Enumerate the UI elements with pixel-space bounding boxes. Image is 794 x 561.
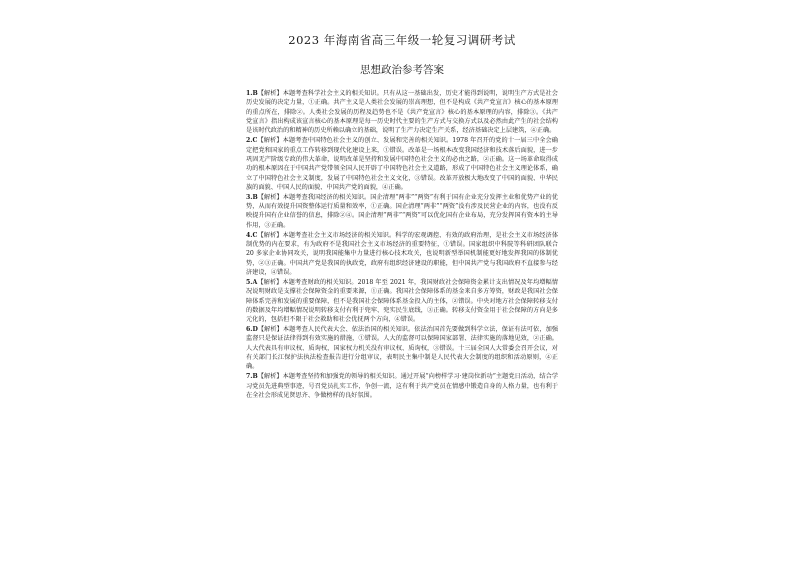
answer-text: 本题考查财政的相关知识。2018 年至 2021 年，我国财政社会保障资金累计支出情况及年均增幅情况说明财政是支撑社会保障资金的重要来源，①正确。我国社会保障体系的基金来自多方筹资，财政是我国社会保障体系完善和发展的重要保障，但不是我国社会保障体系基金投入的主体，②错误。中央对地方社会保障转移支付的数据及年均增幅情况说明转移支付有利于兜牢、兜实民生底线，③正确。转移支付资金用于社会保障的方向是多元化的，包括但不限于社会救助和社会优抚两个方向，④错误。 [246,278,558,324]
page-subtitle: 思想政治参考答案 [360,64,444,76]
answer-text: 本题考查人民代表大会、依法治国的相关知识。依法治国首先要做到科学立法，保证有法可依，加强监督只是保证法律得到有效实施的措施，①错误。人大的监督可以保障国家部署、法律实施的落地见效，②正确。人大代表具有审议权、质询权，国家权力机关没有审议权、质询权，③错误。十三届全国人大常委会召开会议，对有关部门长江保护法执法检查报告进行分组审议，表明民主集中制是人民代表大会制度的组织和活动原则，④正确。 [246,326,559,371]
answer-number: 5.A [246,278,258,286]
answer-number: 3.B [246,193,258,201]
answer-item [246,325,558,372]
answer-number: 2.C [246,137,258,145]
answer-tag: 【解析】 [257,231,283,239]
answer-item [246,231,558,278]
answer-item [246,136,558,192]
answer-text: 本题考查我国经济的相关知识。国企清理“两非”“两资”有利于国有企业充分发挥主业和优势产业的优势，从而有效提升国资整体运行质量和效率，①正确。国企清理“两非”“两资”没有涉及民营企业的内容，也没有反映提升国有企业信誉的信息，排除②④。国企清理“两非”“两资”可以优化国有企业布局，充分发挥国有资本的主导作用，③正确。 [246,193,558,229]
answer-tag: 【解析】 [257,373,283,381]
answer-number: 4.C [246,231,258,239]
answer-item [246,89,558,136]
answer-number: 1.B [246,90,258,97]
answer-item [246,278,558,325]
answer-tag: 【解析】 [257,278,283,286]
answer-text: 本题考查科学社会主义的相关知识。只有从这一基础出发，历史才能得到说明，说明生产方式是社会历史发展的决定力量，①正确。共产主义是人类社会发展的崇高理想，但不是构成《共产党宣言》核心的基本原理的重点所在，排除②。人类社会发展的历程及趋势也不是《共产党宣言》核心的基本原理的内容，排除③。《共产党宣言》指出构成该宣言核心的基本原理是每一历史时代主要的生产方式与交换方式以及必然由此产生的社会结构是该时代政治的和精神的历史所赖以确立的基础，说明了生产力决定生产关系，经济基础决定上层建筑，④正确。 [246,90,558,135]
answer-tag: 【解析】 [257,90,283,97]
answer-text: 本题考查社会主义市场经济的相关知识。科学的宏观调控、有效的政府治理，是社会主义市场经济体制优势的内在要求，有为政府不是我国社会主义市场经济的重要特征，①错误。国家组织中科院等科研团队联合 20 多家企业协同攻关，说明我国能集中力量进行核心技术攻关，也说明新型举国机制能更好地发挥我国的体制优势，②③正确。中国共产党是我国的执政党，政府有组织经济建设的职能，但中国共产党与我国政府不直接参与经济建设，④错误。 [246,231,559,277]
answer-tag: 【解析】 [257,137,283,145]
page-title: 2023 年海南省高三年级一轮复习调研考试 [288,33,516,47]
answer-number: 6.D [246,326,258,334]
answer-text: 本题考查中国特色社会主义的创立、发展和完善的相关知识。1978 年召开的党的十一届三中全会确定把党和国家的重点工作转移到现代化建设上来，①错误。改革是一场根本改变我国经济和技术落后面貌，进一步巩固无产阶级专政的伟大革命，说明改革是坚持和发展中国特色社会主义的必由之路，②正确。这一场革命取得成功的根本原因在于中国共产党带领全国人民开辟了中国特色社会主义道路，形成了中国特色社会主义理论体系，确立了中国特色社会主义制度，发展了中国特色社会主义文化，③错误。改革开放极大地改变了中国的面貌、中华民族的面貌、中国人民的面貌、中国共产党的面貌，④正确。 [246,137,558,191]
answer-tag: 【解析】 [257,326,283,334]
answer-tag: 【解析】 [257,193,283,201]
answer-item [246,193,558,230]
answer-number: 7.B [246,373,258,381]
answer-list [246,89,558,400]
answer-item [246,372,558,400]
answer-text: 本题考查坚持和加强党的领导的相关知识。通过开展“向榜样学习·建岗位新功”主题党日活动，结合学习党员先进典型事迹，号召党员扎实工作，争创一流，这有利于共产党员在情感中锻造自身的人格力量，也有利于在全社会形成见贤思齐、争做榜样的良好氛围。 [246,373,559,399]
